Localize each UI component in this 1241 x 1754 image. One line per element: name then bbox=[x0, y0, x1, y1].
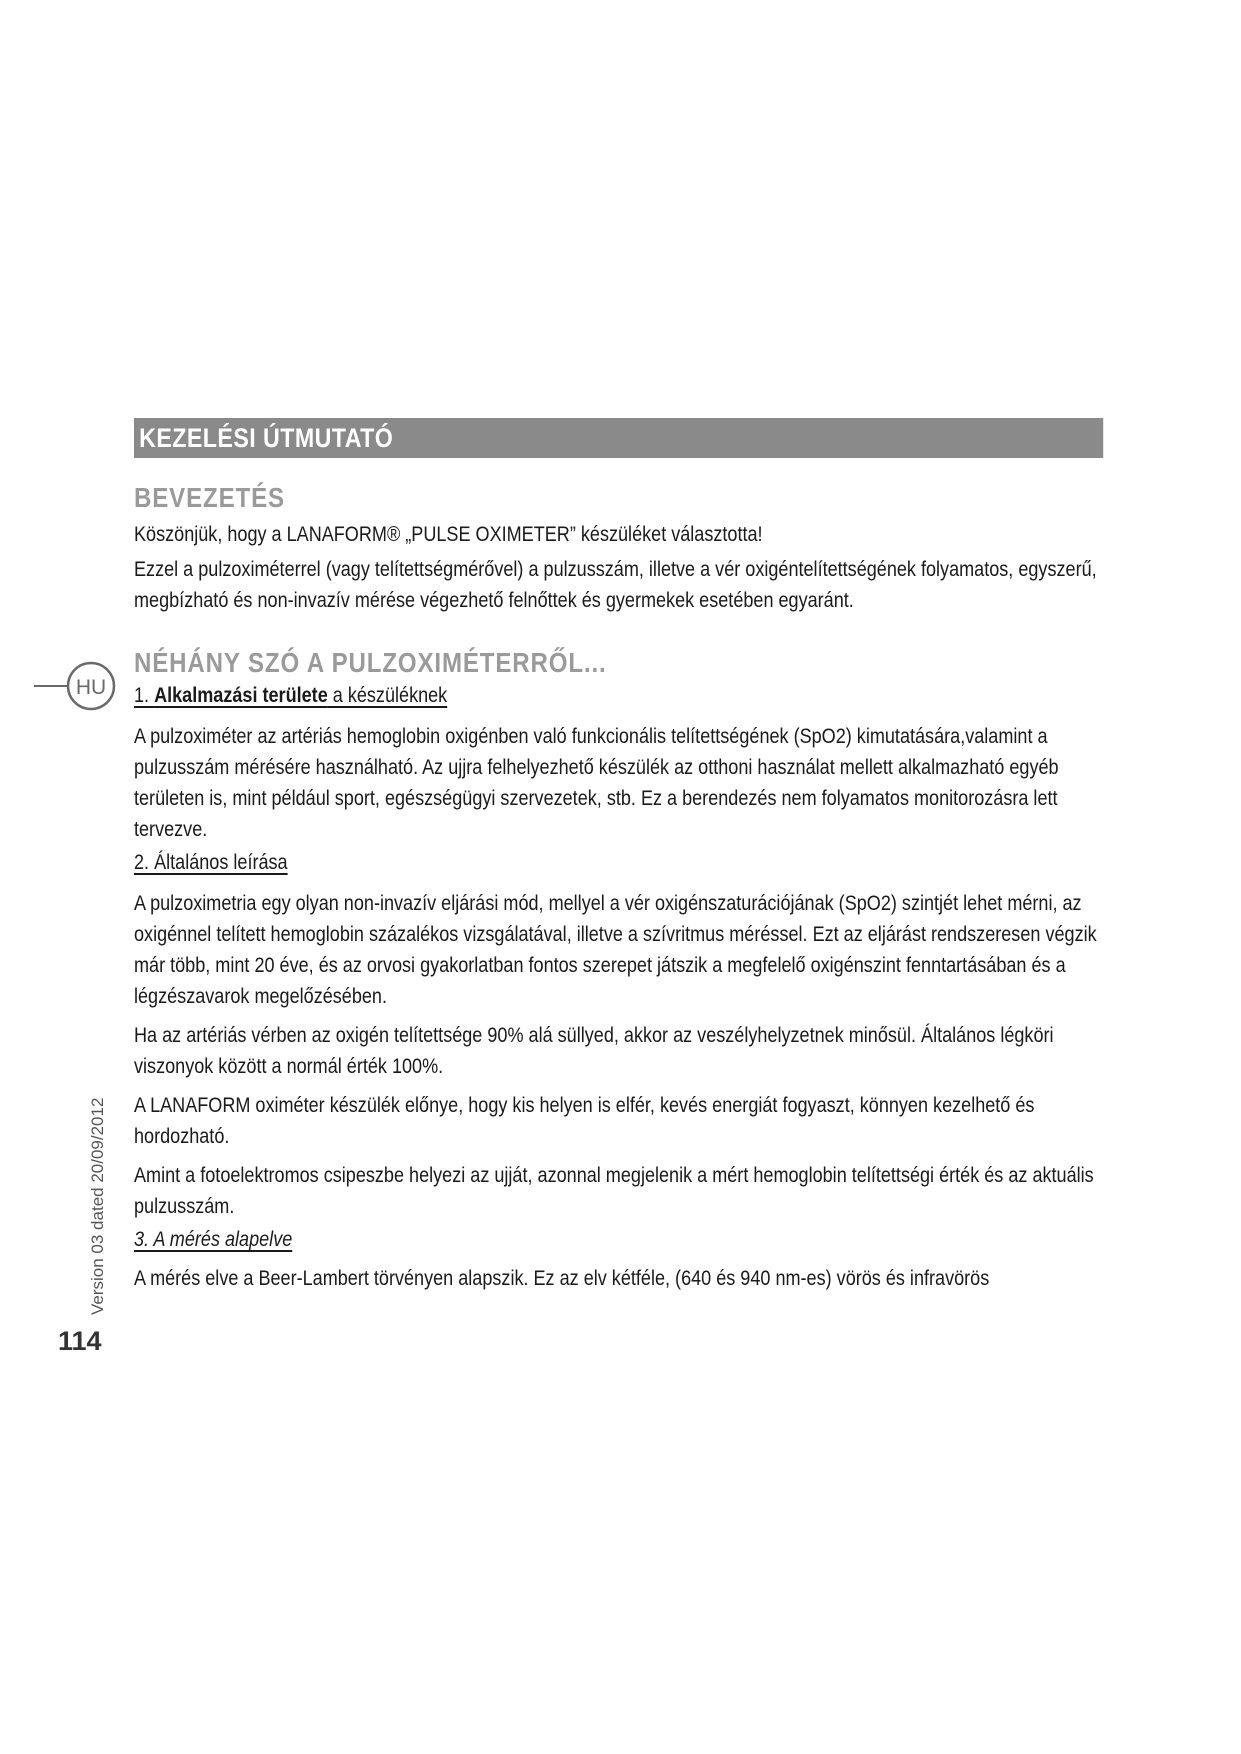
section-1-rest: a készüléknek bbox=[327, 683, 448, 707]
section-3-title-text: 3. A mérés alapelve bbox=[134, 1227, 293, 1251]
language-badge bbox=[34, 658, 124, 714]
section-2-paragraph-3: A LANAFORM oximéter készülék előnye, hogy kis helyen is elfér, kevés energiát fogyaszt, könnyen kezelhető és hordozható. bbox=[134, 1093, 1035, 1148]
section-2-paragraph-1: A pulzoximetria egy olyan non-invazív eljárási mód, mellyel a vér oxigénszaturációjának (SpO2) szintjét lehet mérni, az oxigénnel telített hemoglobin százalékos vizsgálatával, illetve a szívritmus méréssel. Ezt az eljárást rendszeresen végzik már több, mint 20 éve, és az orvosi gyakorlatban fontos szerepet játszik a megfelelő oxigénszint fenntartásában és a légzészavarok megelőzésében. bbox=[134, 891, 1097, 1008]
section-1-bold: Alkalmazási területe bbox=[154, 683, 328, 707]
section-1-paragraph: A pulzoximéter az artériás hemoglobin oxigénben való funkcionális telítettségének (SpO2) kimutatására,valamint a pulzusszám mérésére használható. Az ujjra felhelyezhető készülék az otthoni használat mellett alkalmazható egyéb területen is, mint például sport, egészségügyi szervezetek, stb. Ez a berendezés nem folyamatos monitorozásra lett tervezve. bbox=[134, 724, 1059, 841]
about-heading: NÉHÁNY SZÓ A PULZOXIMÉTERRŐL... bbox=[134, 647, 607, 678]
section-1-title bbox=[134, 680, 1100, 711]
intro-heading: BEVEZETÉS bbox=[134, 482, 285, 513]
section-3-paragraph: A mérés elve a Beer-Lambert törvényen alapszik. Ez az elv kétféle, (640 és 940 nm-es) vörös és infravörös bbox=[134, 1266, 990, 1290]
section-3-title bbox=[134, 1224, 1100, 1255]
intro-paragraph-2: Ezzel a pulzoximéterrel (vagy telítettségmérővel) a pulzusszám, illetve a vér oxigéntelítettségének folyamatos, egyszerű, megbízható és non-invazív mérése végezhető felnőttek és gyermekek esetében egyaránt. bbox=[134, 557, 1097, 612]
section-title-bar bbox=[134, 418, 1103, 458]
page-number: 114 bbox=[58, 1326, 102, 1356]
section-title: KEZELÉSI ÚTMUTATÓ bbox=[139, 423, 394, 453]
intro-paragraph-1: Köszönjük, hogy a LANAFORM® „PULSE OXIMETER” készüléket választotta! bbox=[134, 522, 763, 546]
version-label: Version 03 dated 20/09/2012 bbox=[88, 1097, 107, 1315]
section-2-title: 2. Általános leírása bbox=[134, 850, 288, 874]
badge-label: HU bbox=[75, 676, 107, 699]
main-content bbox=[134, 418, 1100, 1294]
section-1-number: 1. bbox=[134, 683, 155, 707]
section-2-paragraph-2: Ha az artériás vérben az oxigén telítettsége 90% alá süllyed, akkor az veszélyhelyzetnek minősül. Általános légköri viszonyok között a normál érték 100%. bbox=[134, 1023, 1054, 1078]
section-2-paragraph-4: Amint a fotoelektromos csipeszbe helyezi az ujját, azonnal megjelenik a mért hemoglobin telítettségi érték és az aktuális pulzusszám. bbox=[134, 1163, 1094, 1218]
